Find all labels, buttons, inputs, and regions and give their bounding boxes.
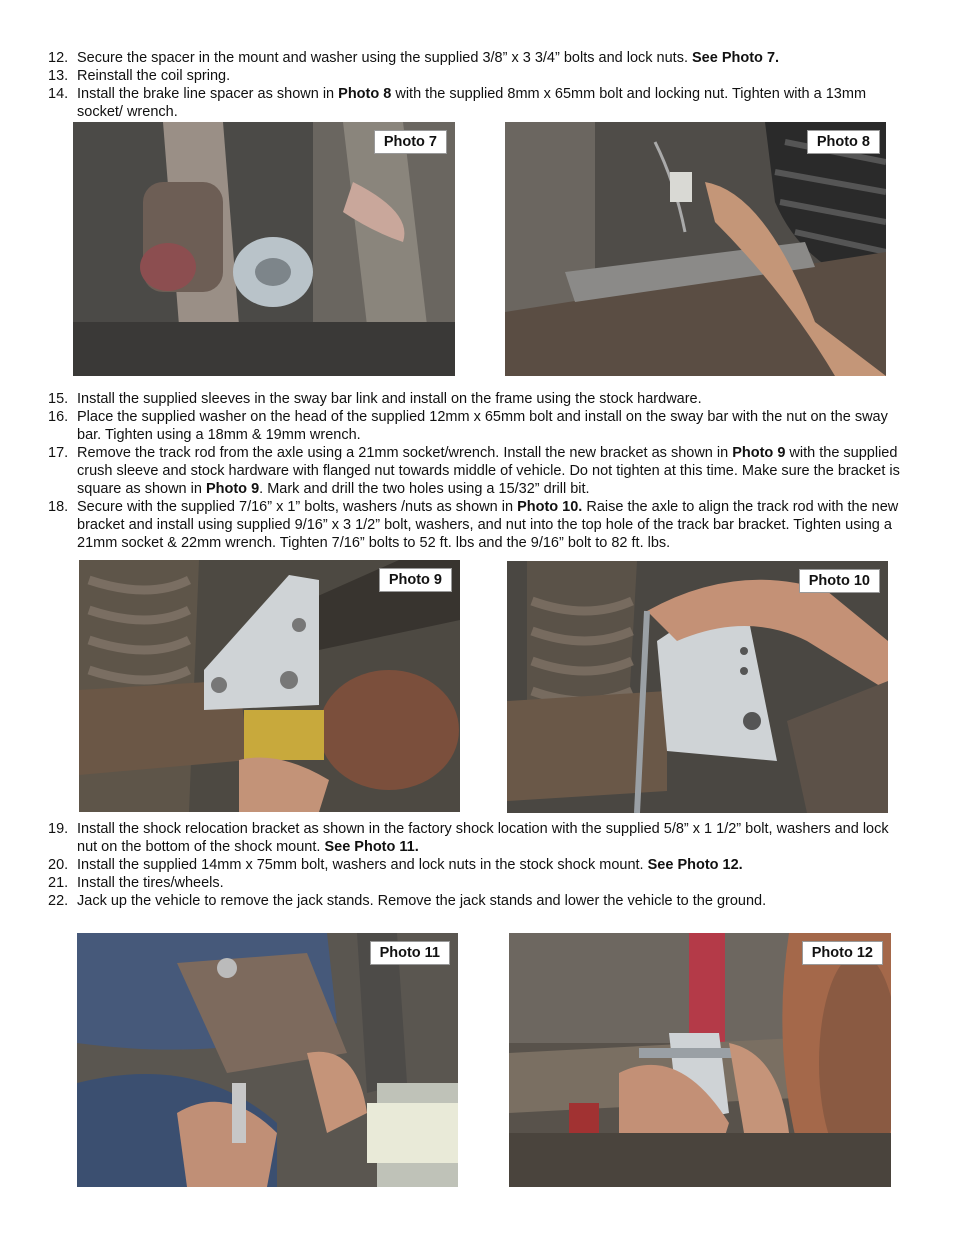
step-text bbox=[77, 892, 908, 910]
step-item bbox=[48, 85, 908, 121]
photo-12 bbox=[509, 933, 891, 1187]
photo-9 bbox=[79, 560, 460, 812]
step-text-run: . Mark and drill the two holes using a 15/32” drill bit. bbox=[259, 481, 590, 497]
step-number: 16. bbox=[48, 409, 69, 425]
step-text-run: Secure with the supplied 7/16” x 1” bolts, washers /nuts as shown in bbox=[77, 499, 518, 515]
photo-10 bbox=[507, 561, 888, 813]
step-text-run: Install the supplied 14mm x 75mm bolt, washers and lock nuts in the stock shock mount. bbox=[77, 857, 648, 873]
step-text bbox=[77, 498, 908, 552]
step-reference: Photo 8 bbox=[338, 86, 392, 102]
step-number: 17. bbox=[48, 445, 69, 461]
photo-8-label: Photo 8 bbox=[807, 130, 880, 154]
step-number: 14. bbox=[48, 86, 69, 102]
photo-10-image bbox=[507, 561, 888, 813]
step-text-run: Install the tires/wheels. bbox=[77, 875, 224, 891]
step-text-run: Remove the track rod from the axle using a 21mm socket/wrench. Install the new bracket as shown in bbox=[77, 445, 733, 461]
step-reference: See Photo 11. bbox=[324, 839, 419, 855]
step-item bbox=[48, 49, 908, 67]
photo-7-image bbox=[73, 122, 455, 376]
step-number: 21. bbox=[48, 875, 69, 891]
step-text bbox=[77, 444, 908, 498]
step-number: 12. bbox=[48, 50, 69, 66]
step-number: 13. bbox=[48, 68, 69, 84]
step-reference: See Photo 12. bbox=[647, 857, 743, 873]
step-item bbox=[48, 498, 908, 552]
step-text-run: Raise the axle to align the track rod with the new bracket and install using supplied 9/16” x 3 1/2” bolt, washers, and nut into the top hole of the track bar bracket. Tighten using a 21mm socket & 22mm wrench. Tighten 7/16” bolts to 52 ft. lbs and the 9/16” bolt to 82 ft. lbs. bbox=[77, 499, 899, 551]
photo-11-label: Photo 11 bbox=[370, 941, 450, 965]
step-text bbox=[77, 67, 908, 85]
photo-12-image bbox=[509, 933, 891, 1187]
step-text bbox=[77, 820, 908, 856]
step-number: 19. bbox=[48, 821, 69, 837]
photo-8 bbox=[505, 122, 886, 376]
photo-10-label: Photo 10 bbox=[799, 569, 880, 593]
steps-12-14 bbox=[48, 49, 908, 121]
step-text bbox=[77, 856, 908, 874]
photo-7 bbox=[73, 122, 455, 376]
step-text-run: Place the supplied washer on the head of the supplied 12mm x 65mm bolt and install on the sway bar with the nut on the sway bar. Tighten using a 18mm & 19mm wrench. bbox=[77, 409, 888, 443]
step-number: 22. bbox=[48, 893, 69, 909]
step-text bbox=[77, 390, 908, 408]
step-text-run: Install the shock relocation bracket as shown in the factory shock location with the supplied 5/8” x 1 1/2” bolt, washers and lock nut on the bottom of the shock mount. bbox=[77, 821, 889, 855]
step-item bbox=[48, 390, 908, 408]
step-item bbox=[48, 856, 908, 874]
step-number: 15. bbox=[48, 391, 69, 407]
step-text-run: with the supplied 8mm x 65mm bolt and locking nut. Tighten with a 13mm socket/ wrench. bbox=[77, 86, 867, 120]
photo-11 bbox=[77, 933, 458, 1187]
step-item bbox=[48, 892, 908, 910]
step-item bbox=[48, 408, 908, 444]
step-number: 18. bbox=[48, 499, 69, 515]
step-text bbox=[77, 408, 908, 444]
photo-8-image bbox=[505, 122, 886, 376]
steps-15-18 bbox=[48, 390, 908, 552]
step-reference: See Photo 7. bbox=[692, 50, 780, 66]
step-item bbox=[48, 874, 908, 892]
step-text-run: Install the supplied sleeves in the sway bar link and install on the frame using the stock hardware. bbox=[77, 391, 702, 407]
step-item bbox=[48, 67, 908, 85]
step-item bbox=[48, 444, 908, 498]
step-reference: Photo 10. bbox=[517, 499, 583, 515]
step-text-run: Install the brake line spacer as shown in bbox=[77, 86, 339, 102]
photo-12-label: Photo 12 bbox=[802, 941, 883, 965]
step-text bbox=[77, 874, 908, 892]
step-item bbox=[48, 820, 908, 856]
step-reference: Photo 9 bbox=[732, 445, 786, 461]
step-text-run: Jack up the vehicle to remove the jack stands. Remove the jack stands and lower the vehicle to the ground. bbox=[77, 893, 767, 909]
step-text bbox=[77, 49, 908, 67]
photo-11-image bbox=[77, 933, 458, 1187]
step-text-run: Secure the spacer in the mount and washer using the supplied 3/8” x 3 3/4” bolts and lock nuts. bbox=[77, 50, 693, 66]
photo-9-label: Photo 9 bbox=[379, 568, 452, 592]
photo-9-image bbox=[79, 560, 460, 812]
step-number: 20. bbox=[48, 857, 69, 873]
step-text bbox=[77, 85, 908, 121]
step-reference: Photo 9 bbox=[205, 481, 260, 497]
step-text-run: with the supplied crush sleeve and stock hardware with flanged nut towards middle of vehicle. Do not tighten at this time. Make sure the bracket is square as shown in bbox=[77, 445, 900, 497]
step-text-run: Reinstall the coil spring. bbox=[77, 68, 231, 84]
steps-19-22 bbox=[48, 820, 908, 910]
photo-7-label: Photo 7 bbox=[374, 130, 447, 154]
